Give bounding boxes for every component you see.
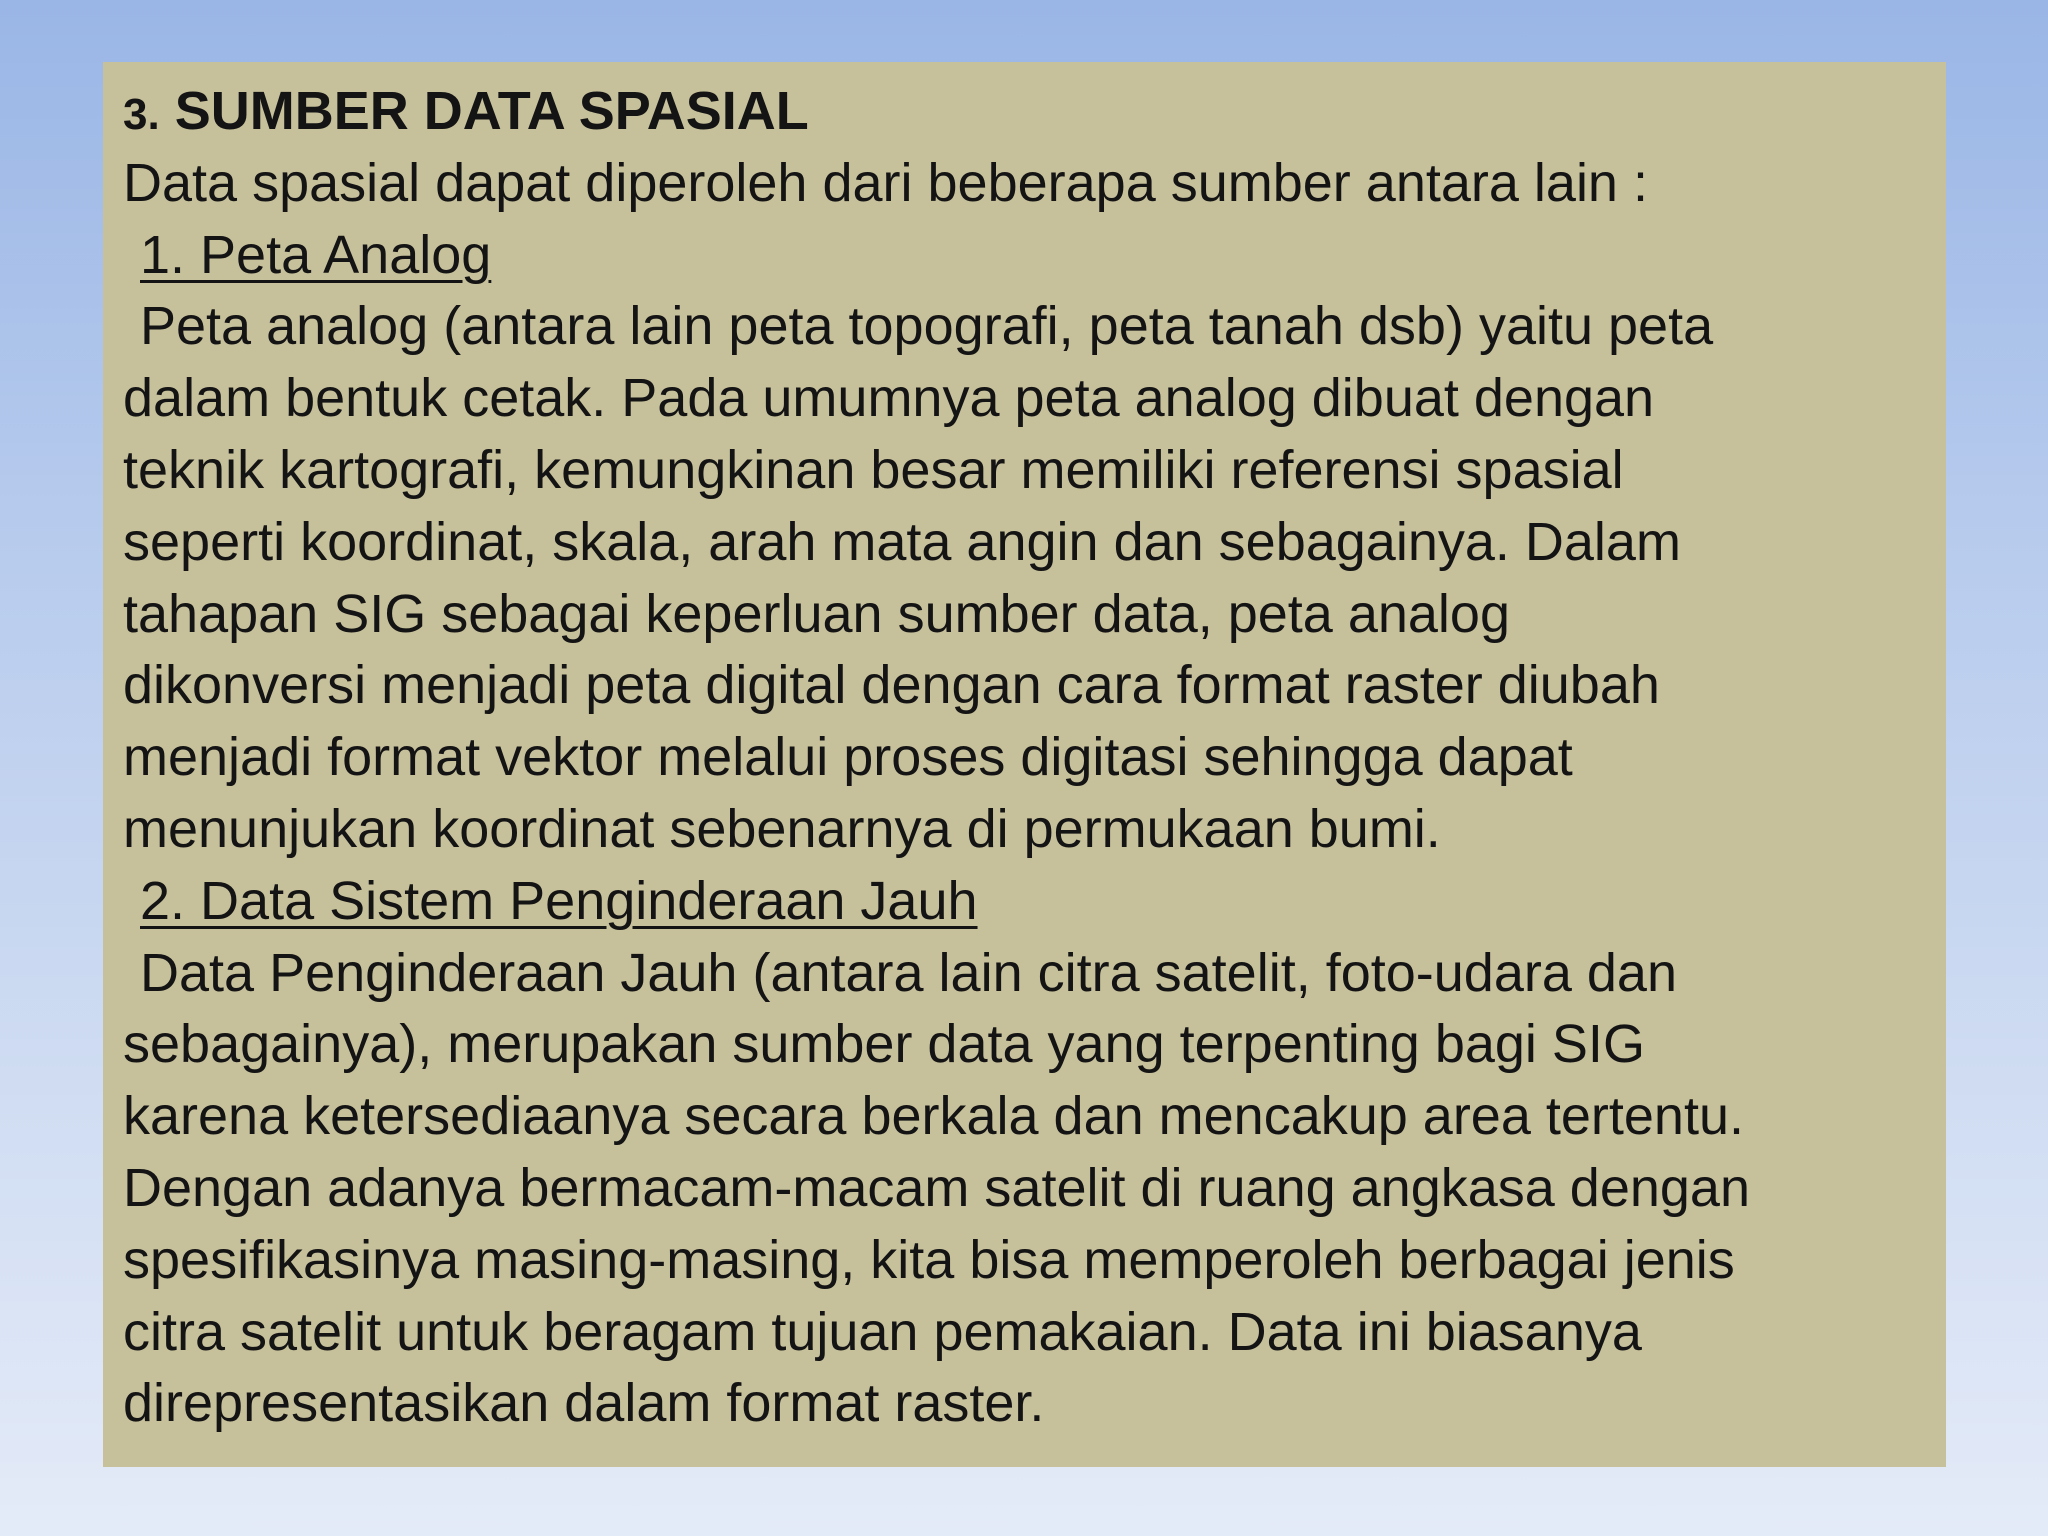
paragraph-line: tahapan SIG sebagai keperluan sumber data, peta analog xyxy=(123,583,1510,644)
heading-text: SUMBER DATA SPASIAL xyxy=(174,81,809,141)
paragraph-line: menjadi format vektor melalui proses digitasi sehingga dapat xyxy=(123,727,1573,788)
paragraph-line: citra satelit untuk beragam tujuan pemakaian. Data ini biasanya xyxy=(123,1301,1642,1362)
paragraph-line: sebagainya), merupakan sumber data yang terpenting bagi SIG xyxy=(123,1014,1645,1075)
paragraph-line: dalam bentuk cetak. Pada umumnya peta analog dibuat dengan xyxy=(123,368,1655,429)
intro-text: Data spasial dapat diperoleh dari beberapa sumber antara lain : xyxy=(123,152,1648,213)
paragraph-line: karena ketersediaanya secara berkala dan mencakup area tertentu. xyxy=(123,1086,1745,1147)
paragraph-line: teknik kartografi, kemungkinan besar memiliki referensi spasial xyxy=(123,439,1624,500)
paragraph-line: Dengan adanya bermacam-macam satelit di ruang angkasa dengan xyxy=(123,1157,1750,1218)
slide-heading xyxy=(123,76,1926,148)
paragraph-line: Data Penginderaan Jauh (antara lain citra satelit, foto-udara dan xyxy=(140,942,1677,1003)
section-title-penginderaan-jauh: 2. Data Sistem Penginderaan Jauh xyxy=(140,870,978,931)
paragraph-line: direpresentasikan dalam format raster. xyxy=(123,1373,1045,1434)
slide-content-box xyxy=(103,62,1946,1467)
paragraph-line: menunjukan koordinat sebenarnya di permukaan bumi. xyxy=(123,798,1441,859)
paragraph-line: dikonversi menjadi peta digital dengan cara format raster diubah xyxy=(123,655,1660,716)
paragraph-line: seperti koordinat, skala, arah mata angin dan sebagainya. Dalam xyxy=(123,511,1681,572)
section-title-peta-analog: 1. Peta Analog xyxy=(140,224,492,285)
paragraph-line: spesifikasinya masing-masing, kita bisa memperoleh berbagai jenis xyxy=(123,1229,1735,1290)
paragraph-line: Peta analog (antara lain peta topografi, peta tanah dsb) yaitu peta xyxy=(140,296,1714,357)
heading-number: 3. xyxy=(123,90,160,139)
